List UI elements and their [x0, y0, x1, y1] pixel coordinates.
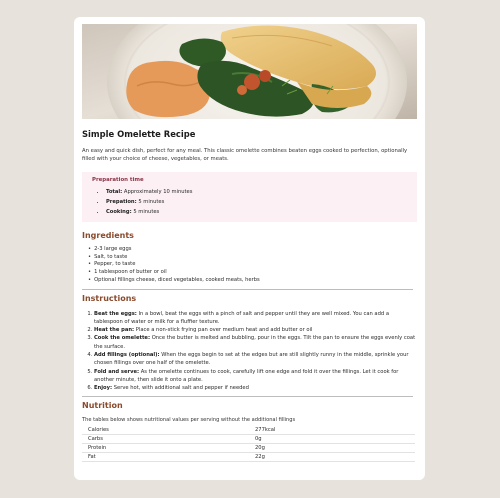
nutrition-table	[82, 426, 415, 462]
preparation-time-box	[82, 172, 417, 222]
prep-item-value: 5 minutes	[138, 199, 165, 205]
step-text: When the eggs begin to set at the edges but are still slightly runny in the middle, sprinkle your chosen fillings over one half of the omelette.	[94, 352, 409, 367]
nutrient-value: 0g	[255, 435, 415, 444]
nutrient-name: Protein	[82, 444, 255, 453]
step-label: Fold and serve:	[94, 368, 140, 375]
step-label: Heat the pan:	[94, 327, 135, 334]
prep-item-label: Cooking:	[106, 209, 132, 215]
table-row	[82, 444, 415, 453]
section-divider	[82, 396, 413, 397]
prep-item	[106, 197, 407, 207]
instruction-step	[94, 384, 417, 392]
list-item: • Salt, to taste	[88, 254, 417, 262]
recipe-intro: An easy and quick dish, perfect for any meal. This classic omelette combines beaten eggs cooked to perfection, optionally filled with your choice of cheese, vegetables, or meats.	[82, 148, 408, 162]
prep-item-label: Total:	[106, 189, 123, 195]
step-text: Once the butter is melted and bubbling, pour in the eggs. Tilt the pan to ensure the eggs evenly coat the surface.	[94, 335, 416, 350]
recipe-title: Simple Omelette Recipe	[82, 129, 196, 139]
instruction-step	[94, 334, 417, 351]
step-text: In a bowl, beat the eggs with a pinch of salt and pepper until they are well mixed. You can add a tablespoon of water or milk for a fluffier texture.	[94, 310, 390, 325]
nutrient-value: 20g	[255, 444, 415, 453]
step-label: Cook the omelette:	[94, 335, 151, 342]
instructions-heading: Instructions	[82, 293, 137, 303]
nutrient-name: Fat	[82, 453, 255, 462]
nutrient-value: 22g	[255, 453, 415, 462]
nutrient-name: Carbs	[82, 435, 255, 444]
prep-item-label: Prepation:	[106, 199, 137, 205]
instruction-step	[94, 326, 417, 334]
step-label: Beat the eggs:	[94, 310, 137, 317]
prep-item-value: Approximately 10 minutes	[123, 189, 193, 195]
instruction-step	[94, 368, 417, 385]
ingredients-list	[82, 246, 417, 285]
instruction-step	[94, 310, 417, 327]
nutrition-note: The tables below shows nutritional values per serving without the additional fillings	[82, 417, 296, 424]
step-text: As the omelette continues to cook, carefully lift one edge and fold it over the fillings. Let it cook for another minute, then slide it onto a plate.	[94, 368, 399, 383]
prep-item-value: 5 minutes	[133, 209, 160, 215]
instructions-list	[82, 310, 417, 393]
prep-item	[106, 207, 407, 217]
list-item: • 2-3 large eggs	[88, 246, 417, 254]
list-item: • 1 tablespoon of butter or oil	[88, 269, 417, 277]
table-row	[82, 426, 415, 435]
recipe-card	[74, 17, 425, 480]
ingredients-heading: Ingredients	[82, 231, 134, 240]
step-label: Enjoy:	[94, 385, 113, 392]
instruction-step	[94, 351, 417, 368]
prep-item	[106, 187, 407, 197]
omelette-photo-icon	[82, 24, 417, 119]
prep-title: Preparation time	[92, 177, 144, 183]
step-label: Add fillings (optional):	[94, 352, 160, 358]
step-text: Serve hot, with additional salt and pepper if needed	[113, 385, 249, 392]
nutrient-value: 277kcal	[255, 426, 415, 435]
table-row	[82, 435, 415, 444]
nutrient-name: Calories	[82, 426, 255, 435]
list-item: • Pepper, to taste	[88, 261, 417, 269]
nutrition-heading: Nutrition	[82, 401, 123, 411]
step-text: Place a non-stick frying pan over medium heat and add butter or oil	[135, 327, 313, 334]
table-row	[82, 453, 415, 462]
section-divider	[82, 289, 413, 290]
list-item: • Optional fillings cheese, diced vegetables, cooked meats, herbs	[88, 277, 417, 285]
hero-image	[82, 24, 417, 119]
